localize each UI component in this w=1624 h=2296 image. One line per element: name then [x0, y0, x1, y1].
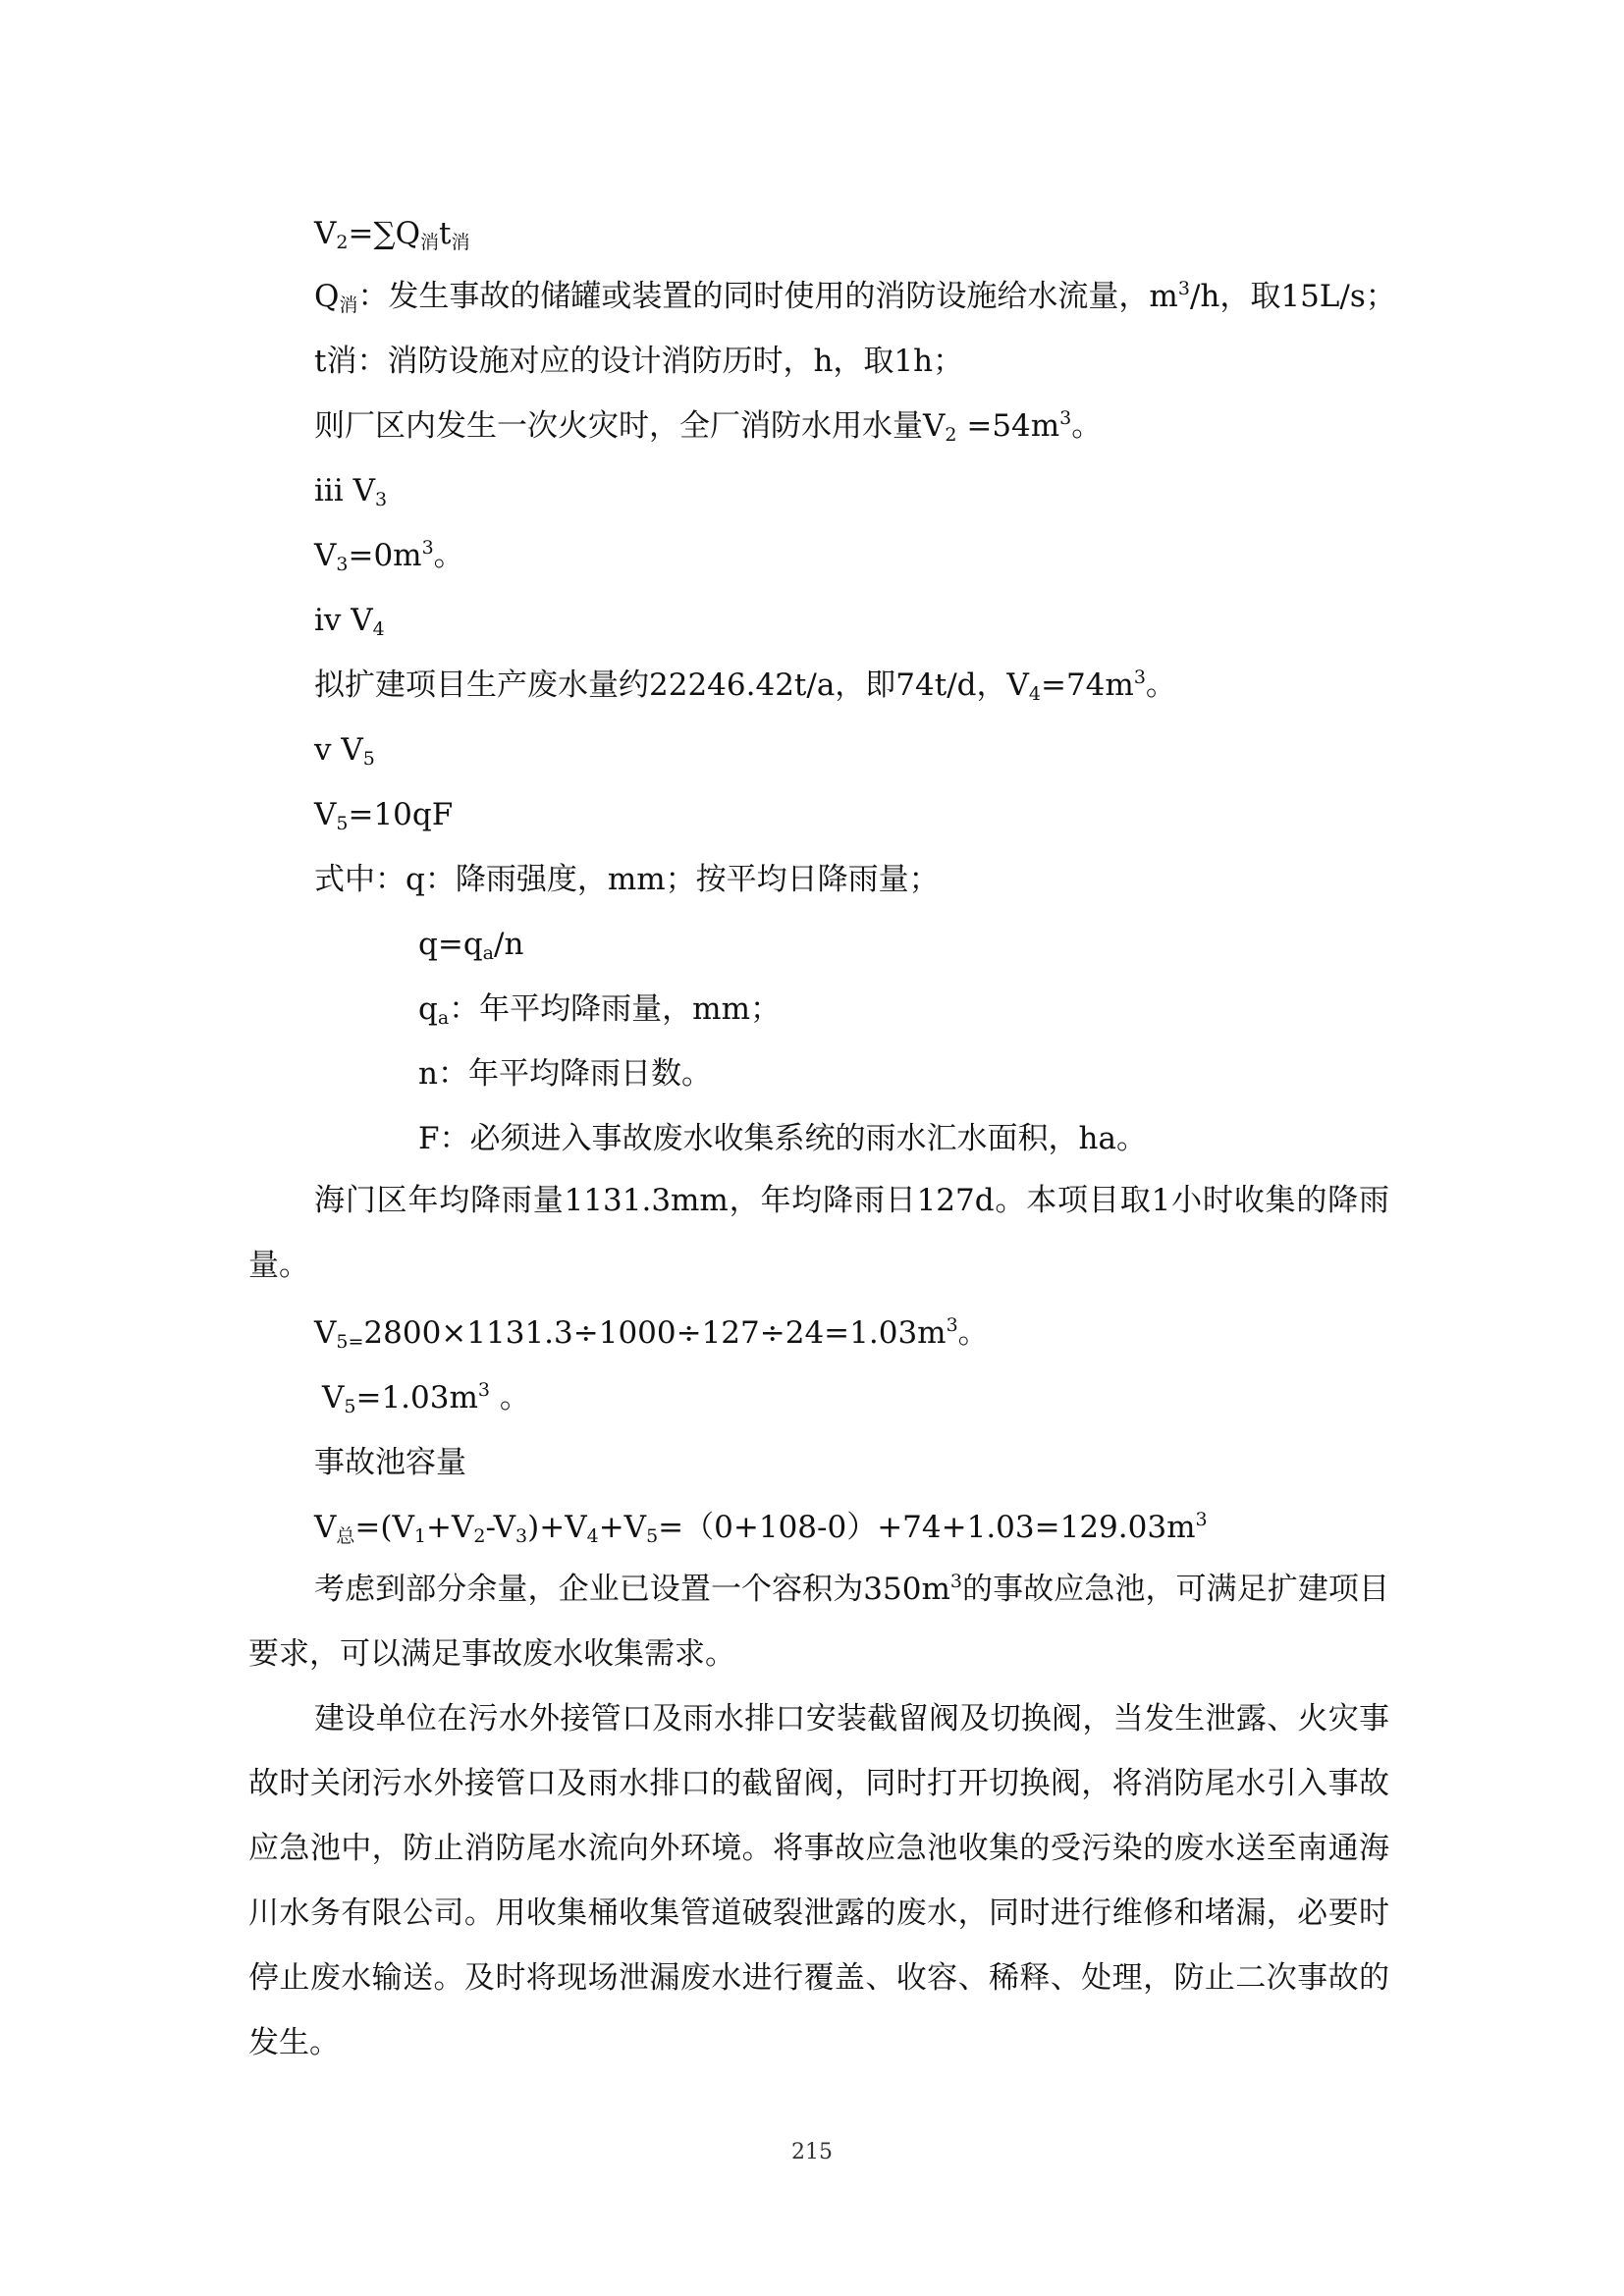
- definition-qa: $q_a$：年平均降雨量，mm；: [418, 991, 781, 1029]
- emergency-pool-paragraph: 考虑到部分余量，企业已设置一个容积为$350m^3$的事故应急池，可满足扩建项目要求，可以满足事故废水收集需求。: [248, 1571, 1389, 1672]
- heading-v4: iv $V_4$: [314, 603, 385, 640]
- measures-paragraph: 建设单位在污水外接管口及雨水排口安装截留阀及切换阀，当发生泄露、火灾事故时关闭污水外接管口及雨水排口的截留阀，同时打开切换阀，将消防尾水引入事故应急池中，防止消防尾水流向外环境。将事故应急池收集的受污染的废水送至南通海川水务有限公司。用收集桶收集管道破裂泄露的废水，同时进行维修和堵漏，必要时停止废水输送。及时将现场泄漏废水进行覆盖、收容、稀释、处理，防止二次事故的发生。: [248, 1701, 1389, 2060]
- total-volume-formula: $V_总=(V_1+V_2-V_3)+V_4+V_5=(0+108-0)+74+1.03=129.03m^3$: [314, 1509, 1208, 1547]
- rain-volume-calc: $V_{5=}2800\times 1131.3\div 1000\div 127\div 24=1.03m^3$。: [314, 1314, 989, 1353]
- definition-q-rain: 式中：q：降雨强度，mm；按平均日降雨量；: [314, 862, 940, 897]
- definition-q-fire: $Q_消$：发生事故的储罐或装置的同时使用的消防设施给水流量，$m^3/h$，取15L/s；: [314, 278, 1396, 316]
- pool-capacity-heading: 事故池容量: [314, 1445, 466, 1480]
- heading-v5: v $V_5$: [314, 732, 375, 770]
- formula-v4: 拟扩建项目生产废水量约22246.42t/a，即74t/d，$V_4=74m^3$。: [314, 667, 1176, 705]
- rainfall-paragraph: 海门区年均降雨量1131.3mm，年均降雨日127d。本项目取1小时收集的降雨量。: [248, 1183, 1389, 1283]
- formula-v3: $V_3=0m^3$。: [314, 537, 464, 575]
- page-number: 215: [791, 2140, 833, 2164]
- formula-q: $q=q_a/n$: [418, 927, 524, 964]
- definition-n: n：年平均降雨日数。: [418, 1056, 712, 1092]
- formula-v2: $V_2=\sum Q_消t_消$: [314, 216, 470, 253]
- formula-v5: $V_5=10qF$: [314, 797, 454, 834]
- rain-volume-result: $V_5=1.03m^3$ 。: [322, 1379, 530, 1417]
- fire-water-volume: 则厂区内发生一次火灾时，全厂消防水用水量$V_2 =54m^3$。: [314, 407, 1103, 446]
- heading-v3: iii $V_3$: [314, 473, 388, 510]
- definition-f: F：必须进入事故废水收集系统的雨水汇水面积，ha。: [418, 1121, 1147, 1156]
- definition-t-fire: t消：消防设施对应的设计消防历时，h，取1h；: [314, 344, 964, 379]
